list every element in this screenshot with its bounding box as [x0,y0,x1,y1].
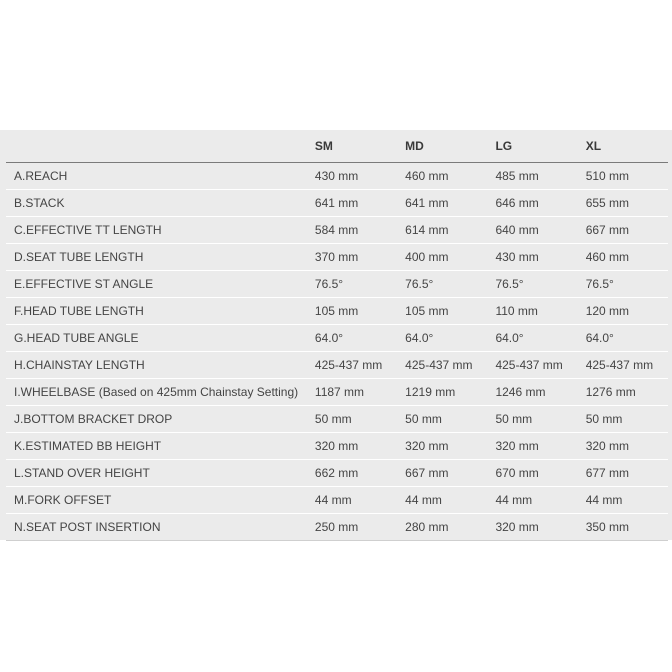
table-row [6,271,668,298]
table-row [6,244,668,271]
row-value: 1219 mm [397,379,487,406]
row-value: 662 mm [307,460,397,487]
row-value: 350 mm [578,514,668,541]
header-row [6,130,668,163]
table-row [6,514,668,541]
row-value: 44 mm [397,487,487,514]
table-row [6,190,668,217]
row-value: 320 mm [487,514,577,541]
row-value: 460 mm [397,163,487,190]
row-value: 430 mm [307,163,397,190]
table-body [6,163,668,541]
table-row [6,217,668,244]
row-value: 400 mm [397,244,487,271]
row-value: 655 mm [578,190,668,217]
row-value: 485 mm [487,163,577,190]
row-value: 64.0° [307,325,397,352]
row-label: B.STACK [6,190,307,217]
row-value: 76.5° [578,271,668,298]
row-value: 110 mm [487,298,577,325]
row-value: 425-437 mm [397,352,487,379]
row-value: 44 mm [307,487,397,514]
table-row [6,487,668,514]
row-value: 76.5° [397,271,487,298]
row-value: 280 mm [397,514,487,541]
row-value: 370 mm [307,244,397,271]
row-value: 1246 mm [487,379,577,406]
row-label: M.FORK OFFSET [6,487,307,514]
row-value: 120 mm [578,298,668,325]
row-value: 50 mm [397,406,487,433]
row-value: 320 mm [307,433,397,460]
row-value: 250 mm [307,514,397,541]
row-value: 425-437 mm [578,352,668,379]
row-label: G.HEAD TUBE ANGLE [6,325,307,352]
row-value: 677 mm [578,460,668,487]
table-row [6,298,668,325]
row-label: N.SEAT POST INSERTION [6,514,307,541]
row-value: 667 mm [397,460,487,487]
table-row [6,406,668,433]
row-label: A.REACH [6,163,307,190]
row-value: 320 mm [487,433,577,460]
geometry-table [6,130,668,541]
row-label: L.STAND OVER HEIGHT [6,460,307,487]
row-value: 614 mm [397,217,487,244]
header-size-sm: SM [307,130,397,163]
table-row [6,163,668,190]
row-value: 460 mm [578,244,668,271]
row-value: 641 mm [307,190,397,217]
header-size-md: MD [397,130,487,163]
row-value: 425-437 mm [307,352,397,379]
row-value: 76.5° [487,271,577,298]
row-label: F.HEAD TUBE LENGTH [6,298,307,325]
row-value: 430 mm [487,244,577,271]
row-label: H.CHAINSTAY LENGTH [6,352,307,379]
row-value: 44 mm [578,487,668,514]
row-value: 1187 mm [307,379,397,406]
table-row [6,352,668,379]
table-row [6,379,668,406]
row-label: J.BOTTOM BRACKET DROP [6,406,307,433]
row-value: 105 mm [397,298,487,325]
table-row [6,460,668,487]
row-value: 641 mm [397,190,487,217]
row-value: 667 mm [578,217,668,244]
row-label: E.EFFECTIVE ST ANGLE [6,271,307,298]
row-value: 50 mm [307,406,397,433]
row-value: 105 mm [307,298,397,325]
row-label: K.ESTIMATED BB HEIGHT [6,433,307,460]
row-value: 50 mm [487,406,577,433]
row-value: 640 mm [487,217,577,244]
row-label: I.WHEELBASE (Based on 425mm Chainstay Setting) [6,379,307,406]
header-size-xl: XL [578,130,668,163]
row-value: 64.0° [487,325,577,352]
geometry-panel [0,130,672,540]
row-value: 320 mm [578,433,668,460]
row-value: 76.5° [307,271,397,298]
row-value: 584 mm [307,217,397,244]
row-label: D.SEAT TUBE LENGTH [6,244,307,271]
row-value: 64.0° [397,325,487,352]
row-value: 1276 mm [578,379,668,406]
row-value: 646 mm [487,190,577,217]
table-row [6,433,668,460]
row-value: 44 mm [487,487,577,514]
row-label: C.EFFECTIVE TT LENGTH [6,217,307,244]
row-value: 425-437 mm [487,352,577,379]
header-size-lg: LG [487,130,577,163]
row-value: 320 mm [397,433,487,460]
row-value: 50 mm [578,406,668,433]
row-value: 64.0° [578,325,668,352]
row-value: 510 mm [578,163,668,190]
table-row [6,325,668,352]
header-label-cell [6,130,307,163]
row-value: 670 mm [487,460,577,487]
